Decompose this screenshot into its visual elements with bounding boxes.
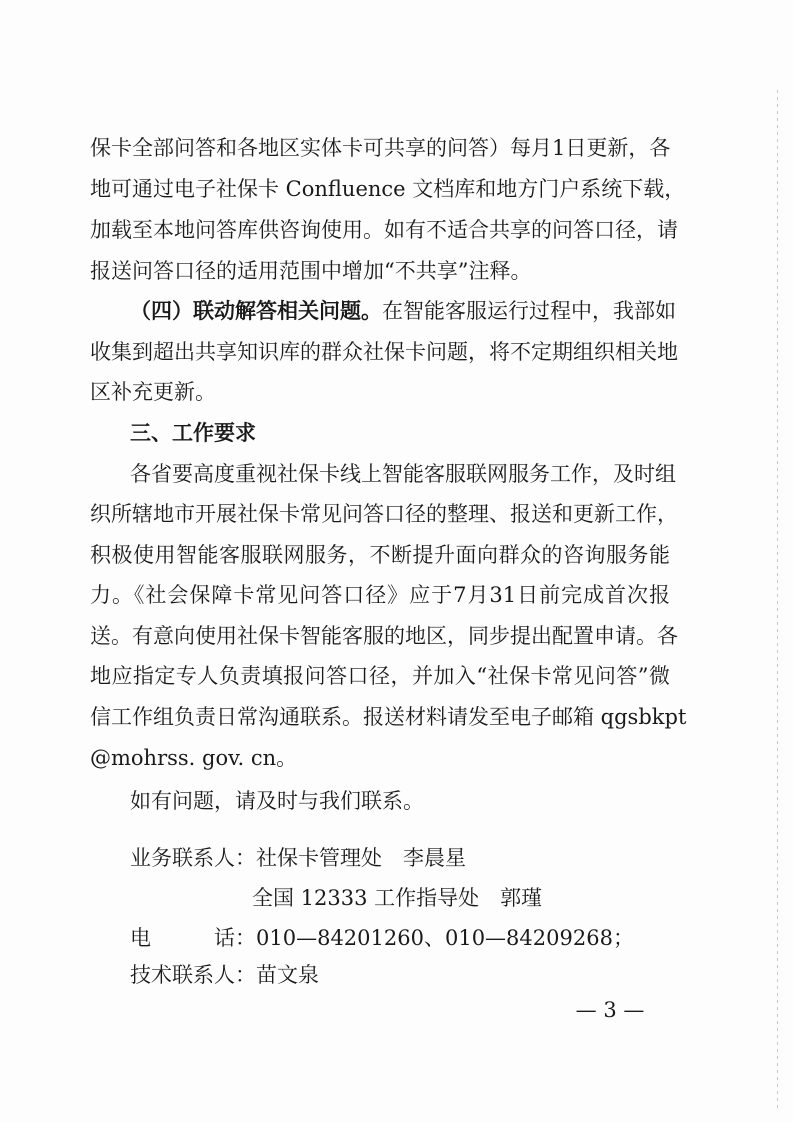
business-contact-person-1: 社保卡管理处 李晨星 xyxy=(256,846,466,870)
phone-label-part-1: 电 xyxy=(130,926,151,950)
section-4-text: 在智能客服运行过程中，我部如 xyxy=(382,299,676,323)
body-line-4: 报送问答口径的适用范围中增加“不共享”注释。 xyxy=(90,259,532,283)
contact-invitation: 如有问题，请及时与我们联系。 xyxy=(130,789,424,813)
body-line-14: @mohrss. gov. cn。 xyxy=(90,746,298,770)
technical-contact-label: 技术联系人： xyxy=(130,963,256,987)
body-line-5: 收集到超出共享知识库的群众社保卡问题，将不定期组织相关地 xyxy=(90,340,678,364)
section-3-heading: 三、工作要求 xyxy=(130,421,256,445)
body-line-8: 织所辖地市开展社保卡常见问答口径的整理、报送和更新工作， xyxy=(90,502,678,526)
body-line-13: 信工作组负责日常沟通联系。报送材料请发至电子邮箱 qgsbkpt xyxy=(90,705,687,729)
body-line-3: 加载至本地问答库供咨询使用。如有不适合共享的问答口径，请 xyxy=(90,218,678,242)
page-number: — 3 — xyxy=(575,998,645,1022)
body-line-1: 保卡全部问答和各地区实体卡可共享的问答）每月1日更新，各 xyxy=(90,136,671,160)
technical-contact-line xyxy=(130,962,670,988)
technical-contact-person: 苗文泉 xyxy=(256,963,319,987)
body-line-11: 送。有意向使用社保卡智能客服的地区，同步提出配置申请。各 xyxy=(90,624,678,648)
body-line-2: 地可通过电子社保卡 Confluence 文档库和地方门户系统下载， xyxy=(90,177,686,201)
scan-edge-divider xyxy=(777,90,778,1110)
body-line-6: 区补充更新。 xyxy=(90,380,216,404)
business-contact-person-2: 全国 12333 工作指导处 郭瑾 xyxy=(252,886,543,910)
body-line-10: 力。《社会保障卡常见问答口径》应于7月31日前完成首次报 xyxy=(90,583,670,607)
body-line-9: 积极使用智能客服联网服务，不断提升面向群众的咨询服务能 xyxy=(90,543,670,567)
body-line-12: 地应指定专人负责填报问答口径，并加入“社保卡常见问答”微 xyxy=(90,664,670,688)
body-line-7: 各省要高度重视社保卡线上智能客服联网服务工作，及时组 xyxy=(130,462,676,486)
phone-numbers: 010—84201260、010—84209268； xyxy=(256,926,634,950)
phone-line xyxy=(130,925,670,951)
section-4-heading: （四）联动解答相关问题。 xyxy=(130,298,382,323)
section-4-line xyxy=(130,298,676,324)
business-contact-line xyxy=(130,845,670,871)
phone-label-part-2: 话： xyxy=(214,926,256,950)
business-contact-label: 业务联系人： xyxy=(130,846,256,870)
